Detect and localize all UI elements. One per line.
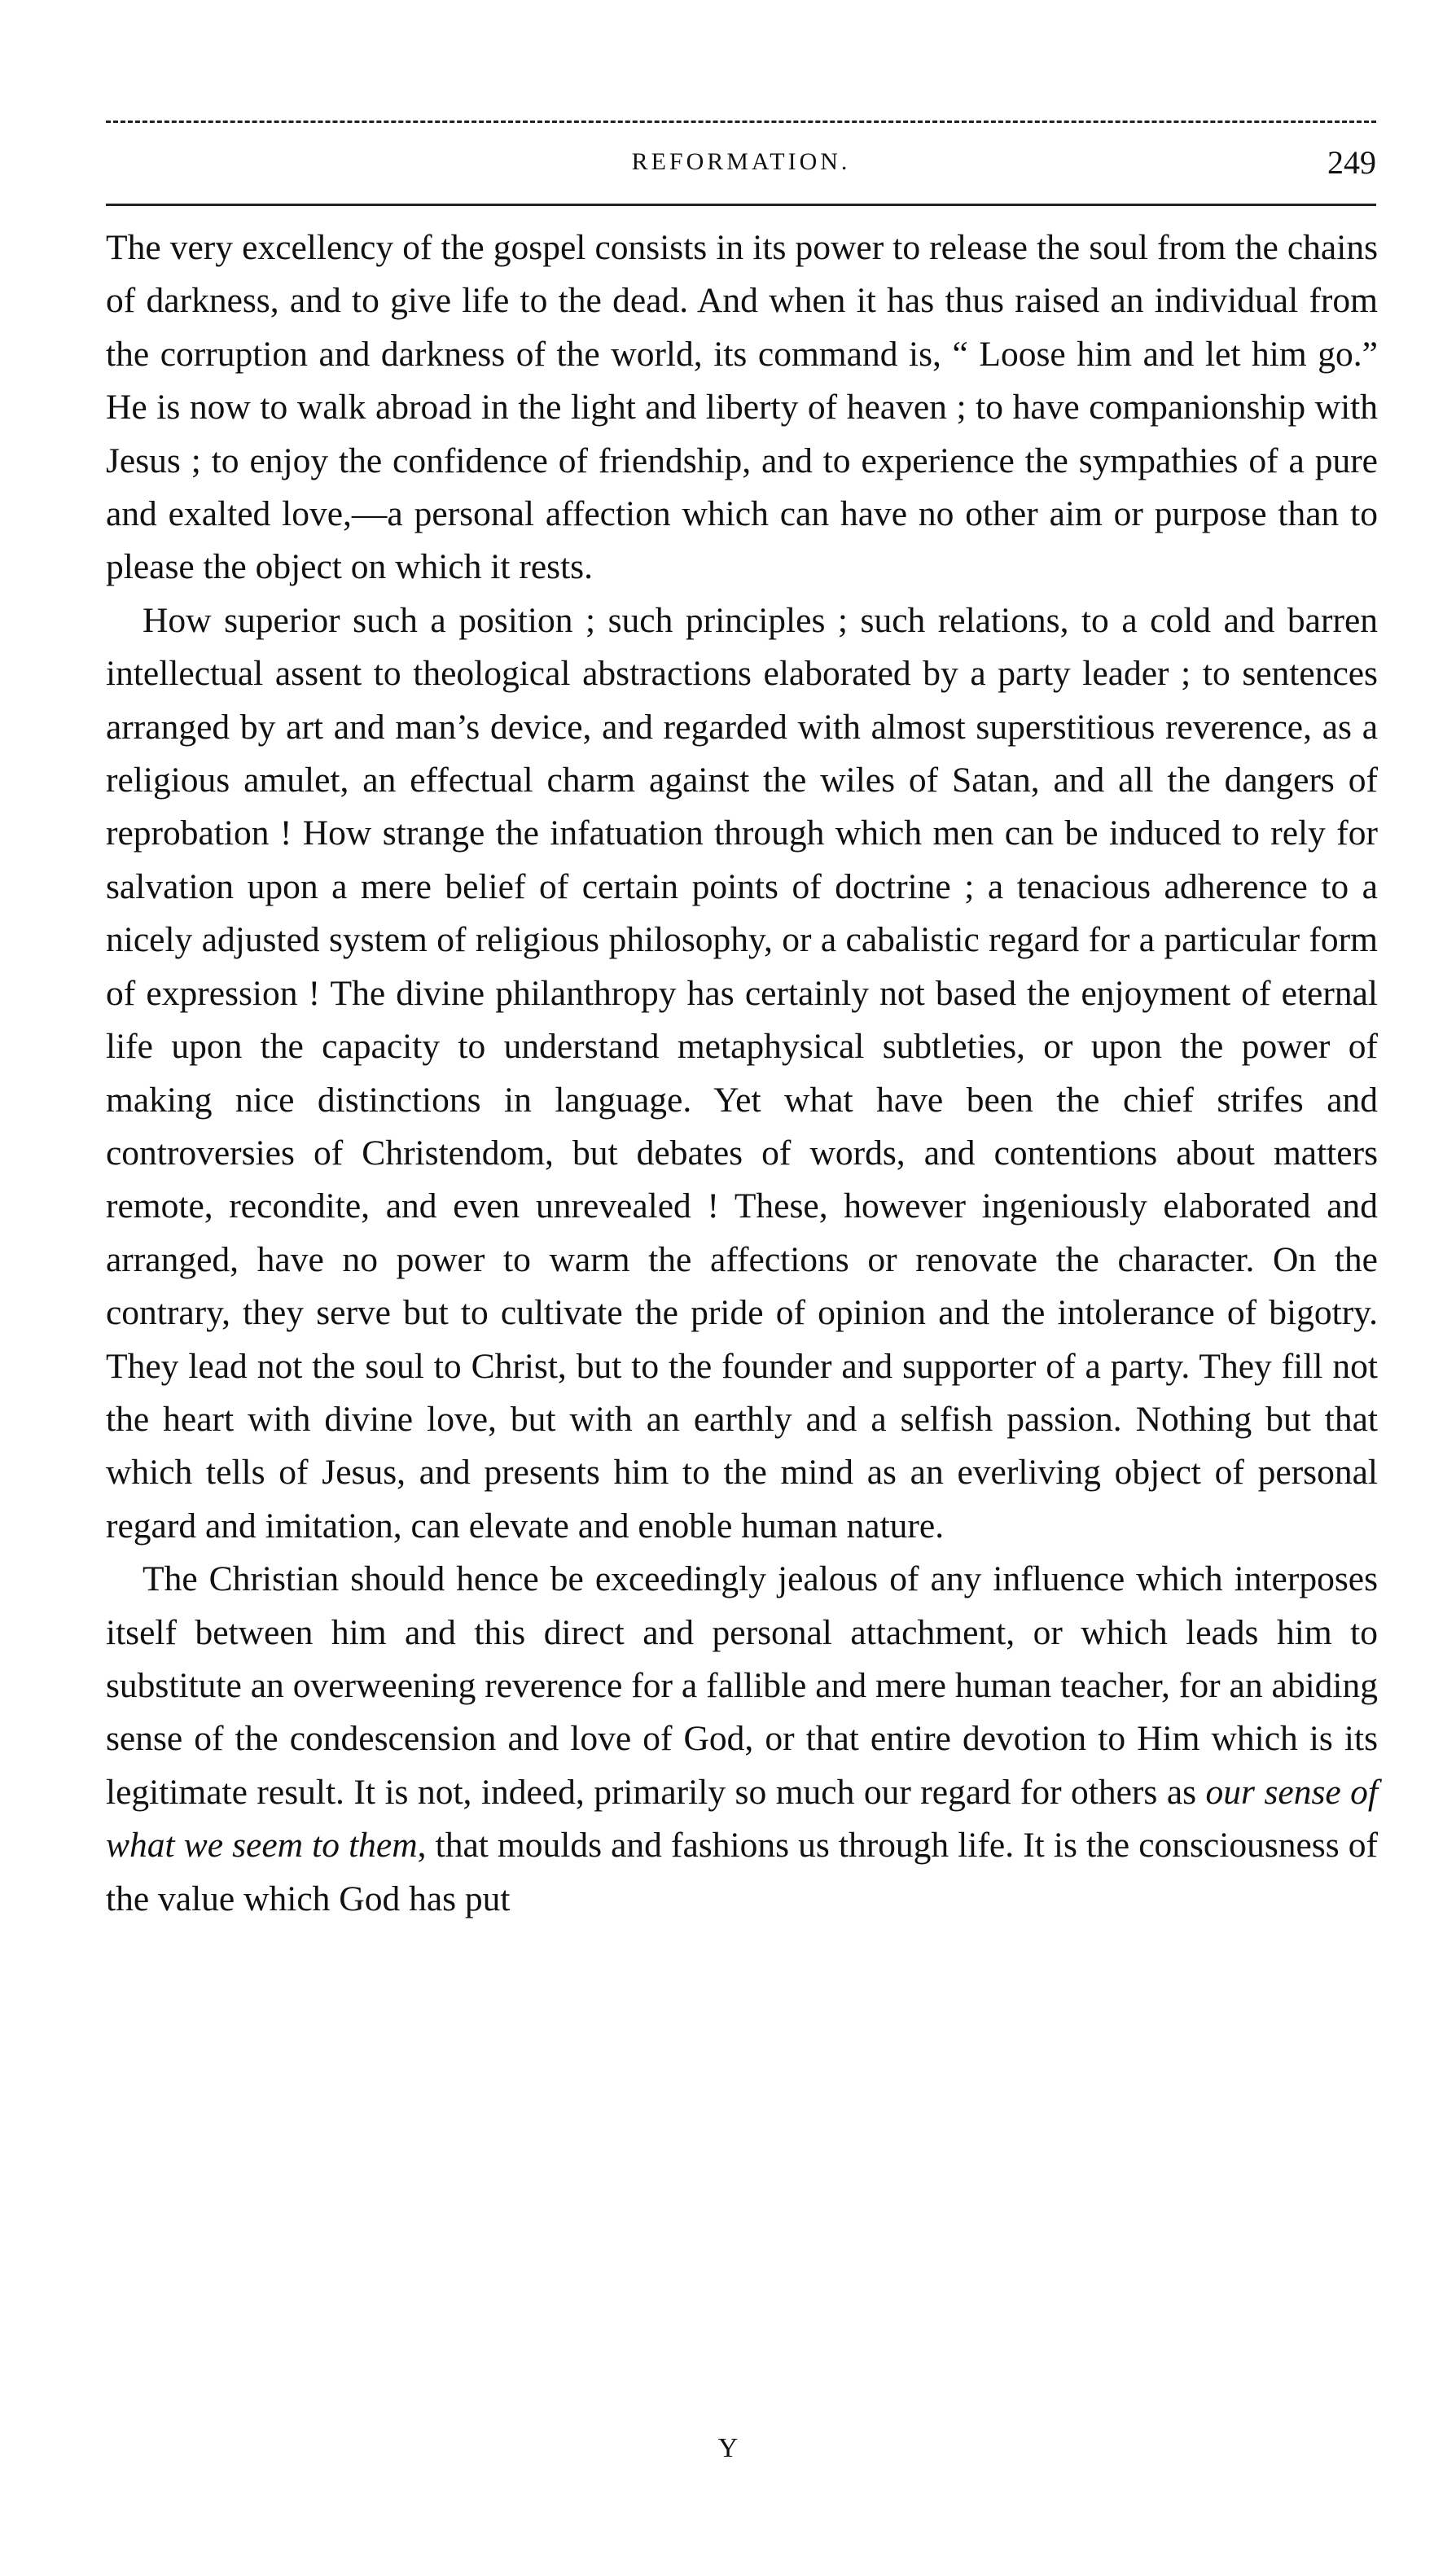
paragraph-2: How superior such a position ; such principles ; such relations, to a cold and barren intellectual assent to theological abstractions elaborated by a party leader ; to sentences arranged by art and man’s device, and regarded with almost superstitious reverence, as a religious amulet, an effectual charm against the wiles of Satan, and all the dangers of reprobation ! How strange the infatuation through which men can be induced to rely for salvation upon a mere belief of certain points of doctrine ; a tenacious adherence to a nicely adjusted system of religious philosophy, or a cabalistic regard for a particular form of expression ! The divine philanthropy has certainly not based the enjoyment of eternal life upon the capacity to understand metaphysical subtleties, or upon the power of making nice distinctions in language. Yet what have been the chief strifes and controversies of Christendom, but debates of words, and contentions about matters remote, recondite, and even unrevealed ! These, however ingeniously elaborated and arranged, have no power to warm the affections or renovate the character. On the contrary, they serve but to cultivate the pride of opinion and the intolerance of bigotry. They lead not the soul to Christ, but to the founder and supporter of a party. They fill not the heart with divine love, but with an earthly and a selfish passion. Nothing but that which tells of Jesus, and presents him to the mind as an everliving object of personal regard and imitation, can elevate and enoble human nature. xyxy=(106,600,1378,1546)
paragraph-1: The very excellency of the gospel consists in its power to release the soul from the chains of darkness, and to give life to the dead. And when it has thus raised an individual from the corruption and darkness of the world, its command is, “ Loose him and let him go.” He is now to walk abroad in the light and liberty of heaven ; to have companionship with Jesus ; to enjoy the confidence of friendship, and to experience the sympathies of a pure and exalted love,—a personal affection which can have no other aim or purpose than to please the object on which it rests. xyxy=(106,228,1378,587)
running-title: REFORMATION. xyxy=(631,148,851,175)
page-number: 249 xyxy=(1327,144,1376,181)
paragraph-3 xyxy=(106,1553,1378,1926)
paragraph-3-italic: our sense of what we seem to them xyxy=(106,1772,1378,1866)
paragraph-3-part-1: The Christian should hence be exceedingly jealous of any influence which interposes itself between him and this direct and personal attachment, or which leads him to substitute an overweening reverence for a fallible and mere human teacher, for an abiding sense of the condescension and love of God, or that entire devotion to Him which is its legitimate result. It is not, indeed, primarily so much our regard for others as xyxy=(106,1559,1378,1812)
body-text xyxy=(106,221,1378,1926)
head-rule xyxy=(106,204,1376,206)
paragraph-3-part-2: , that moulds and fashions us through life. It is the consciousness of the value which God has put xyxy=(106,1826,1378,1918)
running-head xyxy=(106,143,1376,192)
signature-mark: Y xyxy=(717,2433,739,2463)
top-rule xyxy=(106,121,1376,123)
